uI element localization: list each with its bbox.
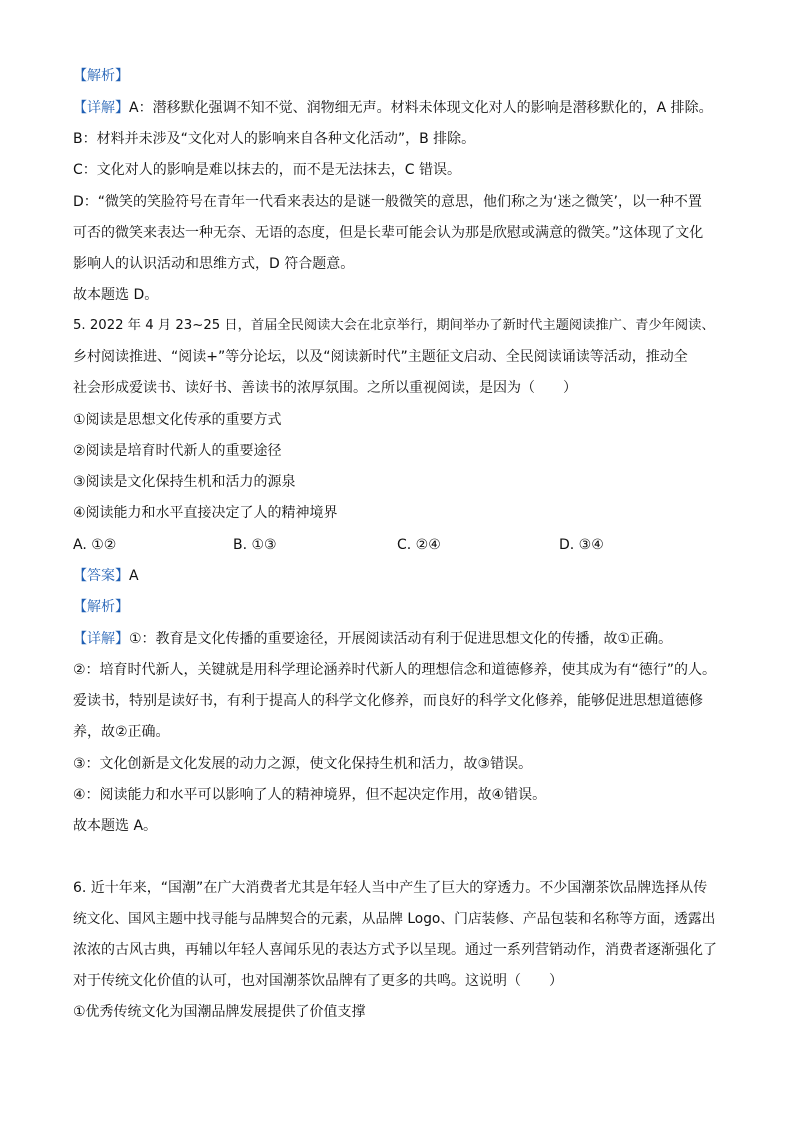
- q5-detail-line-1: [73, 629, 724, 649]
- q5-item-2: ②阅读是培育时代新人的重要途径: [73, 443, 282, 459]
- q4-detail-line-a: [73, 98, 724, 118]
- q5-detail-line-2: ②：培育时代新人，关键就是用科学理论涵养时代新人的理想信念和道德修养，使其成为有“德行”的人。: [73, 662, 717, 678]
- q5-option-c: C. ②④: [397, 537, 441, 553]
- q6-stem-line-3: 浓浓的古风古典，再辅以年轻人喜闻乐见的表达方式予以呈现。通过一系列营销动作，消费者逐渐强化了: [73, 942, 717, 958]
- q5-detail-line-6: ④：阅读能力和水平可以影响了人的精神境界，但不起决定作用，故④错误。: [73, 787, 547, 803]
- q5-option-d: D. ③④: [559, 537, 604, 553]
- q5-stem-line-3: 社会形成爱读书、读好书、善读书的浓厚氛围。之所以重视阅读，是因为（ ）: [73, 380, 577, 396]
- q5-detail-line-5: ③：文化创新是文化发展的动力之源，使文化保持生机和活力，故③错误。: [73, 756, 533, 772]
- q4-line-c: C：文化对人的影响是难以抹去的，而不是无法抹去，C 错误。: [73, 162, 461, 178]
- q5-detail-1-text: ①：教育是文化传播的重要途径，开展阅读活动有利于促进思想文化的传播，故①正确。: [129, 631, 673, 647]
- q5-item-1: ①阅读是思想文化传承的重要方式: [73, 412, 282, 428]
- q5-analysis-header: 【解析】: [73, 599, 129, 615]
- q6-item-1: ①优秀传统文化为国潮品牌发展提供了价值支撑: [73, 1004, 366, 1020]
- q4-line-d2: 可否的微笑来表达一种无奈、无语的态度，但是长辈可能会认为那是欣慰或满意的微笑。”这体现了文化: [73, 225, 704, 241]
- q5-answer-tag: 【答案】: [73, 568, 129, 584]
- q5-item-3: ③阅读是文化保持生机和活力的源泉: [73, 474, 296, 490]
- q5-stem-line-2: 乡村阅读推进、“阅读+”等分论坛，以及“阅读新时代”主题征文启动、全民阅读诵读等活动，推动全: [73, 349, 688, 365]
- q5-answer-value: A: [129, 568, 139, 584]
- q4-analysis-header: 【解析】: [73, 68, 129, 84]
- q4-detail-tag: 【详解】: [73, 100, 129, 116]
- q5-option-b: B. ①③: [233, 537, 277, 553]
- q4-conclusion: 故本题选 D。: [73, 287, 159, 303]
- q5-conclusion: 故本题选 A。: [73, 818, 158, 834]
- q6-stem-line-4: 对于传统文化价值的认可，也对国潮茶饮品牌有了更多的共鸣。这说明（ ）: [73, 973, 563, 989]
- q5-detail-line-4: 养，故②正确。: [73, 724, 170, 740]
- q5-option-a: A. ①②: [73, 537, 117, 553]
- q4-line-b: B：材料并未涉及“文化对人的影响来自各种文化活动”，B 排除。: [73, 131, 476, 147]
- q6-stem-line-1: 6. 近十年来，“国潮”在广大消费者尤其是年轻人当中产生了巨大的穿透力。不少国潮茶饮品牌选择从传: [73, 880, 708, 896]
- q5-options: [73, 535, 723, 555]
- q5-answer-line: [73, 566, 724, 586]
- q4-line-d1: D：“微笑的笑脸符号在青年一代看来表达的是谜一般微笑的意思，他们称之为‘迷之微笑’，以一种不置: [73, 194, 702, 210]
- q4-line-d3: 影响人的认识活动和思维方式，D 符合题意。: [73, 256, 355, 272]
- q5-stem-line-1: 5. 2022 年 4 月 23~25 日，首届全民阅读大会在北京举行，期间举办了新时代主题阅读推广、青少年阅读、: [73, 318, 715, 333]
- q6-stem-line-2: 统文化、国风主题中找寻能与品牌契合的元素，从品牌 Logo、门店装修、产品包装和名称等方面，透露出: [73, 911, 716, 927]
- q5-item-4: ④阅读能力和水平直接决定了人的精神境界: [73, 505, 338, 521]
- q5-detail-line-3: 爱读书，特别是读好书，有利于提高人的科学文化修养，而良好的科学文化修养，能够促进思想道德修: [73, 693, 703, 709]
- q5-detail-tag: 【详解】: [73, 631, 129, 647]
- q4-line-a-text: A：潜移默化强调不知不觉、润物细无声。材料未体现文化对人的影响是潜移默化的，A 排除。: [129, 100, 713, 116]
